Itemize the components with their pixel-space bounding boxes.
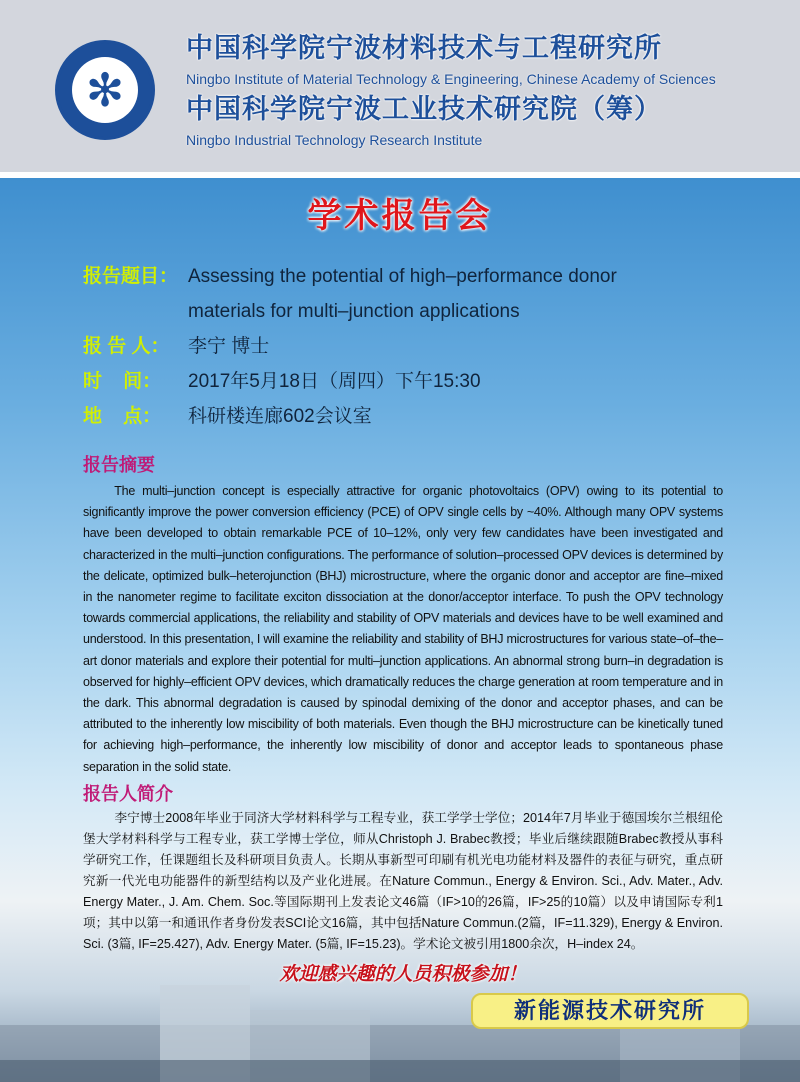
header-banner: [0, 0, 800, 172]
welcome-message: 欢迎感兴趣的人员积极参加！: [279, 962, 527, 985]
topic-line1: Assessing the potential of high–performance donor: [188, 266, 617, 287]
content-column: [83, 453, 723, 1029]
speaker-value: 李宁 博士: [188, 336, 270, 357]
topic-label: 报告题目：: [83, 266, 179, 287]
org1-english-name: Ningbo Institute of Material Technology & Engineering, Chinese Academy of Sciences: [186, 71, 716, 87]
topic-row-2: [83, 299, 783, 325]
place-value: 科研楼连廊602会议室: [188, 406, 372, 427]
speaker-row: [83, 334, 783, 360]
department-badge: 新能源技术研究所: [471, 993, 749, 1029]
time-label: 时 间：: [83, 371, 162, 392]
org2-chinese-name: 中国科学院宁波工业技术研究院（筹）: [186, 94, 662, 125]
topic-row: [83, 264, 783, 290]
topic-line2: materials for multi–junction applications: [188, 301, 520, 322]
cas-flower-logo-icon: ✻: [72, 57, 138, 123]
cas-logo: [55, 40, 155, 140]
abstract-heading: 报告摘要: [83, 455, 155, 476]
org1-chinese-name: 中国科学院宁波材料技术与工程研究所: [186, 33, 662, 64]
speaker-label: 报 告 人：: [83, 336, 170, 357]
place-row: [83, 404, 783, 430]
abstract-text: The multi–junction concept is especially attractive for organic photovoltaics (OPV) owing to its potential to significantly improve the power conversion efficiency (PCE) of OPV single cells by ~40%. Although many OPV systems have been developed to obtain remarkable PCE of 10–12%, only very few candidates have been investigated and characterized in the multi–junction configurations. The performance of solution–processed OPV devices is determined by the delicate, optimized bulk–heterojunction (BHJ) microstructure, where the organic donor and acceptor are fine–mixed in the nanometer regime to facilitate exciton dissociation at the donor/acceptor interface. To push the OPV technology towards commercial applications, the reliability and stability of OPV materials and devices have to be well examined and understood. In this presentation, I will examine the reliability and stability of BHJ microstructures for various state–of–the–art donor materials and explore their potential for multi–junction applications. An abnormal strong burn–in degradation is observed for highly–efficient OPV devices, which dramatically reduces the charge generation at room temperature and in the dark. This abnormal degradation is caused by spinodal demixing of the donor and acceptor phases, and can be attributed to the inherently low miscibility of both materials. Even though the BHJ microstructure can be kinetically tuned for achieving high–performance, the inherently low miscibility of donor and acceptor leads to spontaneous phase separation in the solid state.: [83, 484, 723, 774]
time-row: [83, 369, 783, 395]
bio-heading: 报告人简介: [83, 783, 173, 805]
time-value: 2017年5月18日（周四）下午15:30: [188, 371, 481, 392]
bio-text: 李宁博士2008年毕业于同济大学材料科学与工程专业，获工学学士学位；2014年7月毕业于德国埃尔兰根纽伦堡大学材料科学与工程专业，获工学博士学位，师从Christoph J. Brabec教授；毕业后继续跟随Brabec教授从事科学研究工作，任课题组长及科研项目负责人。长期从事新型可印刷有机光电功能材料及器件的表征与研究，重点研究新一代光电功能器件的新型结构以及产业化进展。在Nature Commun., Energy & Environ. Sci., Adv. Mater., Adv. Energy Mater., J. Am. Chem. Soc.等国际期刊上发表论文46篇（IF>10的26篇，IF>25的10篇）以及申请国际专利1项；其中以第一和通讯作者身份发表SCI论文16篇，其中包括Nature Commun.(2篇，IF=11.329), Energy & Environ. Sci. (3篇, IF=25.427), Adv. Energy Mater. (5篇, IF=15.23)。学术论文被引用1800余次，H–index 24。: [83, 810, 723, 951]
org2-english-name: Ningbo Industrial Technology Research Institute: [186, 132, 483, 148]
place-label: 地 点：: [83, 406, 162, 427]
poster-title: 学术报告会: [307, 197, 493, 235]
